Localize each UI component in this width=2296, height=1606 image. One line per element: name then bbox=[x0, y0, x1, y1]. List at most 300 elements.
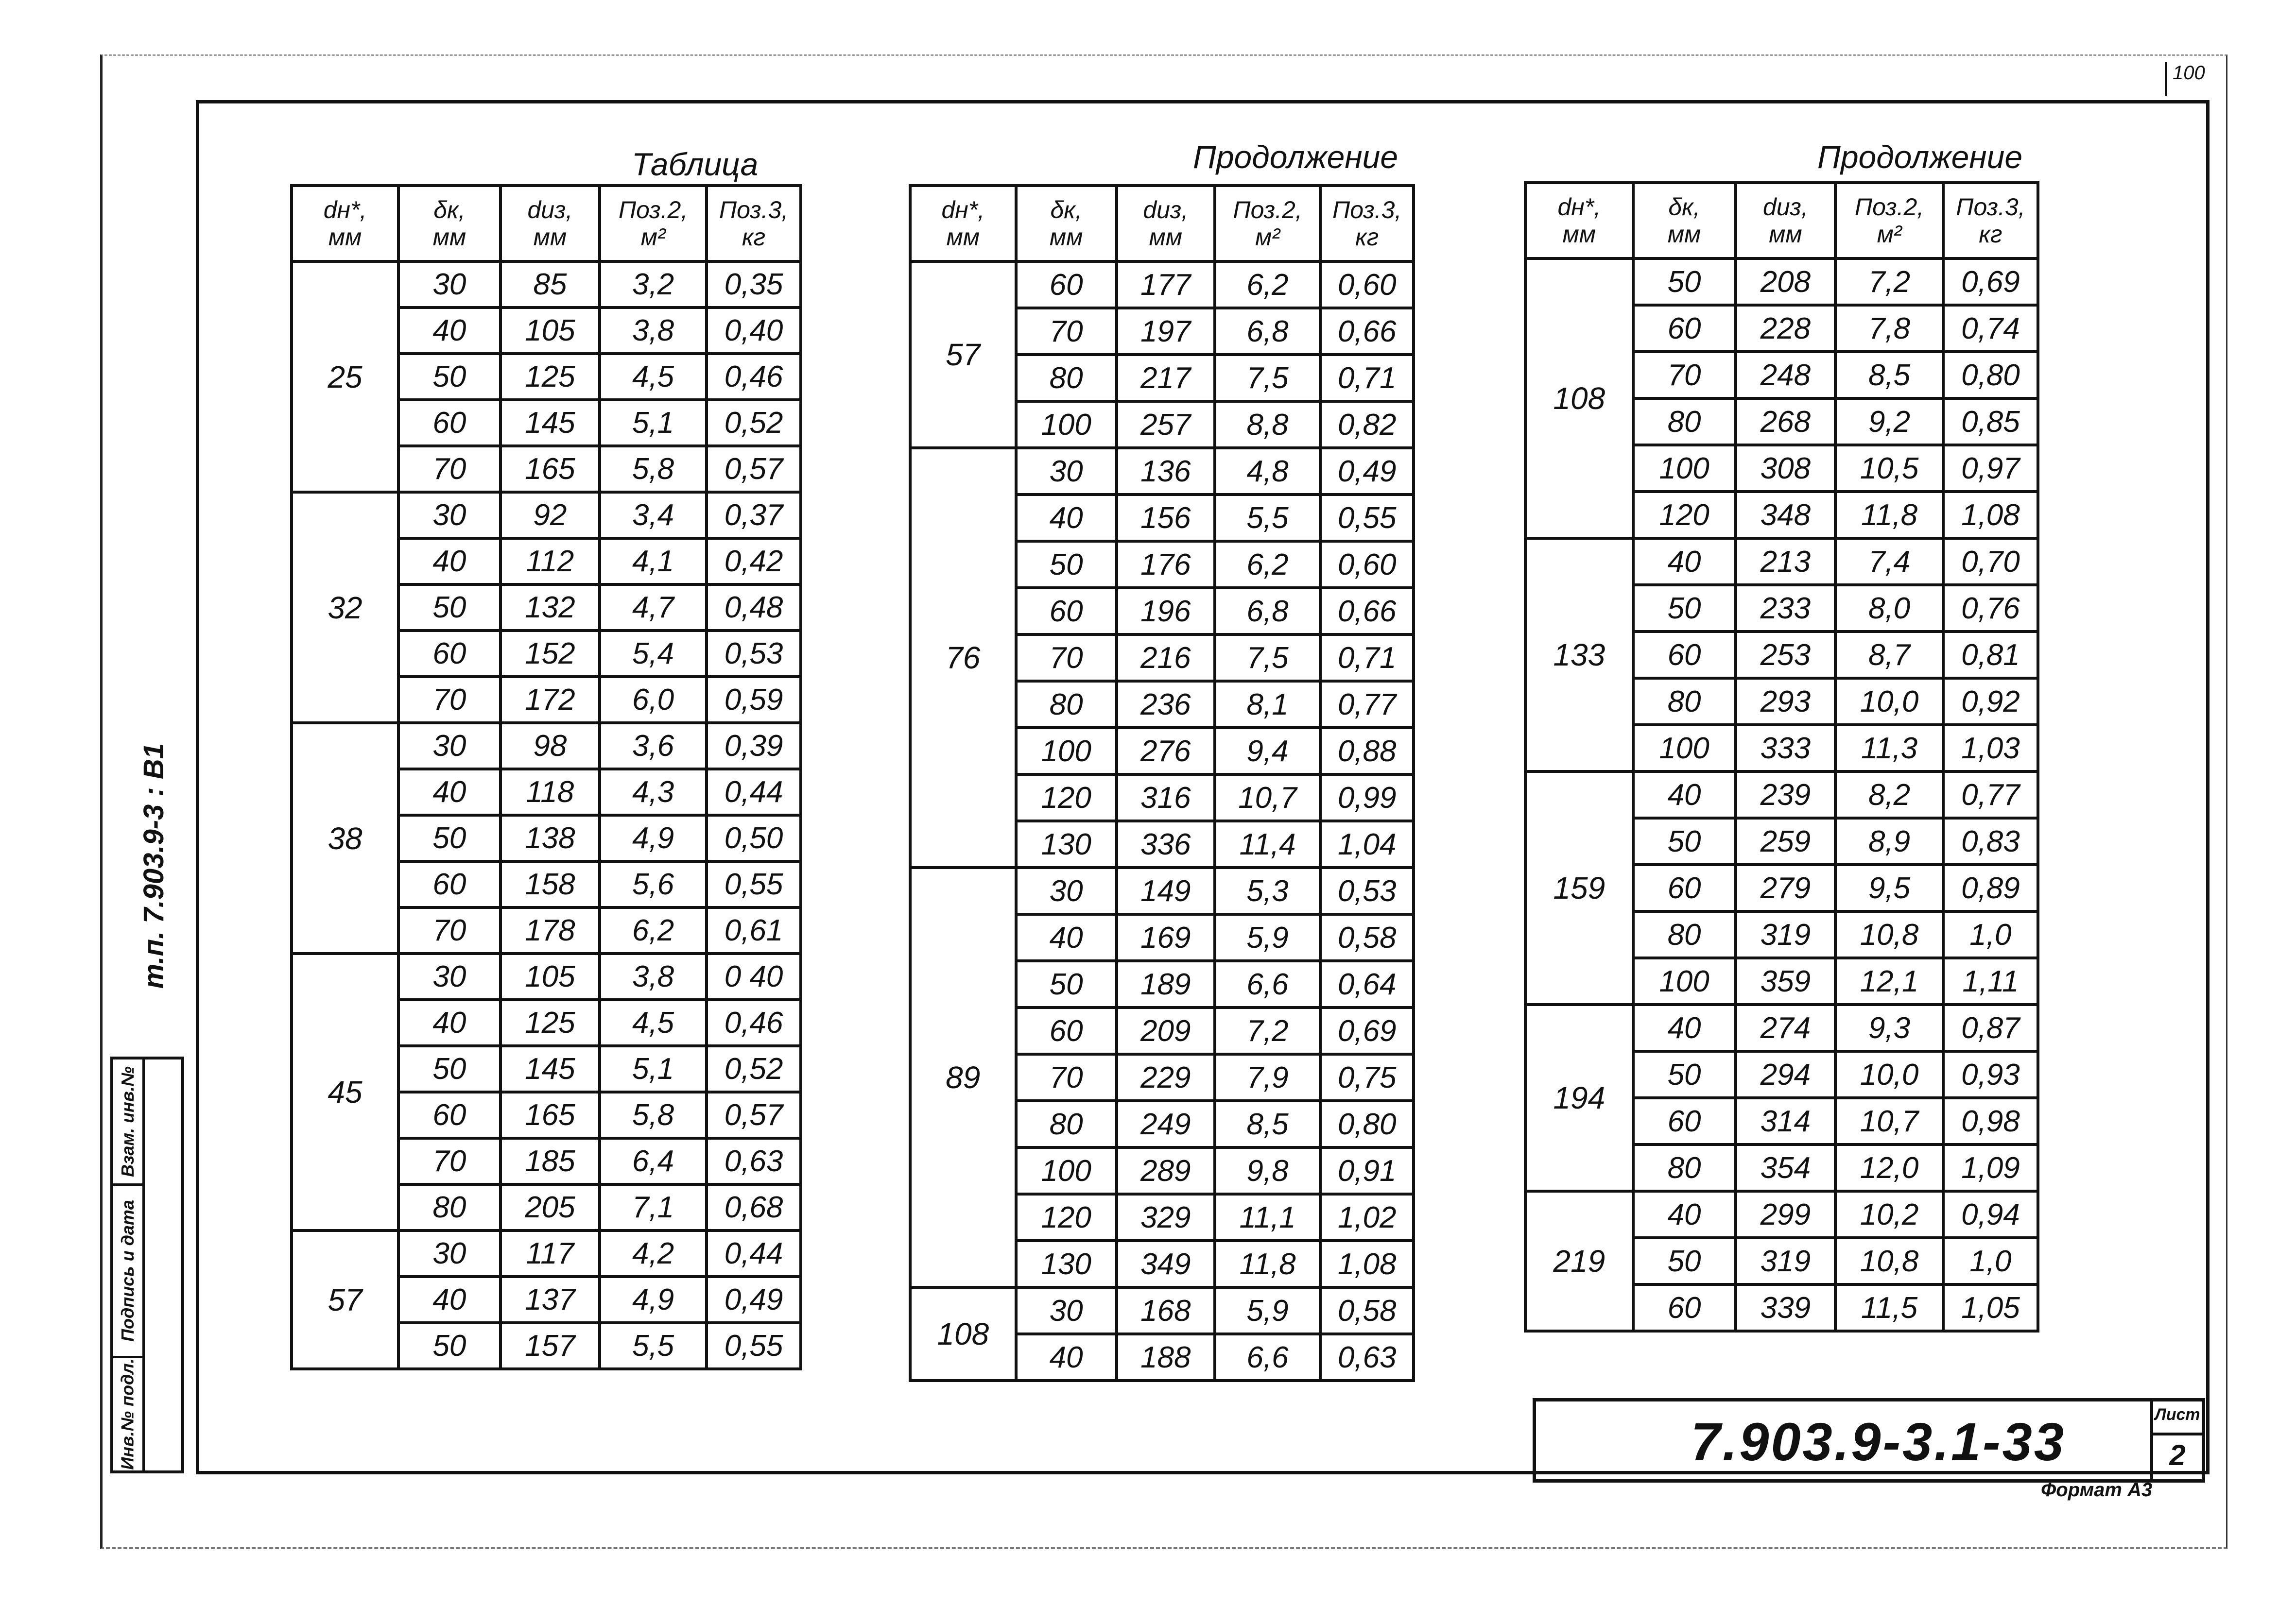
pos3-mass-cell: 0,46 bbox=[707, 354, 801, 400]
pos2-area-cell: 11,1 bbox=[1215, 1194, 1321, 1241]
insulation-diameter-cell: 257 bbox=[1117, 401, 1215, 448]
pos3-mass-cell: 1,0 bbox=[1943, 911, 2038, 958]
wall-thickness-cell: 50 bbox=[398, 815, 501, 861]
continuation-caption: Продолжение bbox=[1817, 139, 2023, 175]
column-header-line: мм bbox=[533, 223, 567, 251]
pos3-mass-cell: 0,87 bbox=[1943, 1005, 2038, 1051]
pos2-area-cell: 7,5 bbox=[1215, 634, 1321, 681]
wall-thickness-cell: 70 bbox=[398, 1138, 501, 1184]
pos3-mass-cell: 0,49 bbox=[707, 1277, 801, 1323]
pos2-area-cell: 5,1 bbox=[600, 1046, 707, 1092]
insulation-diameter-cell: 172 bbox=[501, 677, 600, 723]
pos2-area-cell: 11,4 bbox=[1215, 821, 1321, 868]
insulation-diameter-cell: 339 bbox=[1736, 1284, 1836, 1331]
pos3-mass-cell: 0,68 bbox=[707, 1184, 801, 1230]
wall-thickness-cell: 70 bbox=[398, 446, 501, 492]
table-row bbox=[910, 448, 1414, 495]
pos2-area-cell: 12,0 bbox=[1835, 1145, 1943, 1191]
pos3-mass-cell: 0,42 bbox=[707, 538, 801, 584]
data-table-1 bbox=[290, 184, 802, 1370]
wall-thickness-cell: 130 bbox=[1016, 1241, 1117, 1287]
pos3-mass-cell: 0,76 bbox=[1943, 585, 2038, 632]
insulation-diameter-cell: 336 bbox=[1117, 821, 1215, 868]
paper-format: Формат А3 bbox=[2041, 1479, 2153, 1501]
wall-thickness-cell: 50 bbox=[398, 584, 501, 631]
pos3-mass-cell: 0,71 bbox=[1320, 634, 1414, 681]
column-header-sk bbox=[1633, 183, 1736, 258]
insulation-diameter-cell: 117 bbox=[501, 1230, 600, 1277]
wall-thickness-cell: 50 bbox=[398, 1046, 501, 1092]
pos3-mass-cell: 1,0 bbox=[1943, 1238, 2038, 1284]
insulation-diameter-cell: 213 bbox=[1736, 538, 1836, 585]
column-header-line: мм bbox=[1149, 223, 1183, 251]
pos3-mass-cell: 0,57 bbox=[707, 1092, 801, 1138]
insulation-diameter-cell: 236 bbox=[1117, 681, 1215, 728]
pos3-mass-cell: 1,08 bbox=[1320, 1241, 1414, 1287]
table-row bbox=[292, 261, 801, 308]
wall-thickness-cell: 70 bbox=[398, 907, 501, 954]
wall-thickness-cell: 80 bbox=[1633, 398, 1736, 445]
pos3-mass-cell: 0,69 bbox=[1943, 258, 2038, 305]
pos3-mass-cell: 0,63 bbox=[707, 1138, 801, 1184]
pos2-area-cell: 8,7 bbox=[1835, 632, 1943, 678]
column-header-line: dиз, bbox=[527, 196, 573, 223]
pos2-area-cell: 11,3 bbox=[1835, 725, 1943, 771]
column-header-line: мм bbox=[1049, 223, 1083, 251]
wall-thickness-cell: 40 bbox=[1633, 1191, 1736, 1238]
pos3-mass-cell: 0,85 bbox=[1943, 398, 2038, 445]
wall-thickness-cell: 50 bbox=[1633, 585, 1736, 632]
column-header-line: Поз.3, bbox=[1956, 193, 2025, 221]
insulation-diameter-cell: 348 bbox=[1736, 492, 1836, 538]
pos2-area-cell: 7,9 bbox=[1215, 1054, 1321, 1101]
pos2-area-cell: 10,7 bbox=[1215, 774, 1321, 821]
wall-thickness-cell: 50 bbox=[1633, 258, 1736, 305]
pos2-area-cell: 11,8 bbox=[1835, 492, 1943, 538]
wall-thickness-cell: 40 bbox=[398, 1277, 501, 1323]
header-row bbox=[1525, 183, 2038, 258]
insulation-diameter-cell: 92 bbox=[501, 492, 600, 538]
insulation-diameter-cell: 197 bbox=[1117, 308, 1215, 355]
pos3-mass-cell: 1,09 bbox=[1943, 1145, 2038, 1191]
table-row bbox=[910, 261, 1414, 308]
outer-diameter-cell: 57 bbox=[910, 261, 1016, 448]
insulation-diameter-cell: 156 bbox=[1117, 495, 1215, 541]
wall-thickness-cell: 30 bbox=[1016, 1287, 1117, 1334]
data-table-3 bbox=[1524, 181, 2039, 1333]
column-header-diz bbox=[501, 186, 600, 261]
table-caption: Таблица bbox=[632, 146, 759, 182]
insulation-diameter-cell: 329 bbox=[1117, 1194, 1215, 1241]
pos3-mass-cell: 0,66 bbox=[1320, 588, 1414, 634]
insulation-diameter-cell: 276 bbox=[1117, 728, 1215, 774]
insulation-diameter-cell: 293 bbox=[1736, 678, 1836, 725]
insulation-diameter-cell: 169 bbox=[1117, 914, 1215, 961]
pos2-area-cell: 8,0 bbox=[1835, 585, 1943, 632]
insulation-diameter-cell: 118 bbox=[501, 769, 600, 815]
outer-diameter-cell: 133 bbox=[1525, 538, 1633, 771]
insulation-diameter-cell: 274 bbox=[1736, 1005, 1836, 1051]
pos2-area-cell: 4,8 bbox=[1215, 448, 1321, 495]
pos3-mass-cell: 0,58 bbox=[1320, 1287, 1414, 1334]
wall-thickness-cell: 60 bbox=[1016, 261, 1117, 308]
pos2-area-cell: 6,0 bbox=[600, 677, 707, 723]
column-header-poz3 bbox=[707, 186, 801, 261]
stamp-inv-original: Инв.№ подл. bbox=[118, 1358, 138, 1470]
wall-thickness-cell: 60 bbox=[1633, 1284, 1736, 1331]
insulation-diameter-cell: 152 bbox=[501, 631, 600, 677]
wall-thickness-cell: 30 bbox=[1016, 448, 1117, 495]
column-header-line: Поз.3, bbox=[1332, 196, 1402, 223]
outer-diameter-cell: 108 bbox=[1525, 258, 1633, 538]
insulation-diameter-cell: 168 bbox=[1117, 1287, 1215, 1334]
insulation-diameter-cell: 217 bbox=[1117, 355, 1215, 401]
document-code: 7.903.9-3.1-33 bbox=[1691, 1412, 2066, 1472]
column-header-line: кг bbox=[1355, 223, 1379, 251]
pos3-mass-cell: 0,75 bbox=[1320, 1054, 1414, 1101]
wall-thickness-cell: 40 bbox=[1016, 914, 1117, 961]
outer-diameter-cell: 32 bbox=[292, 492, 398, 723]
pos3-mass-cell: 0,49 bbox=[1320, 448, 1414, 495]
wall-thickness-cell: 100 bbox=[1016, 728, 1117, 774]
wall-thickness-cell: 80 bbox=[1633, 911, 1736, 958]
wall-thickness-cell: 60 bbox=[398, 631, 501, 677]
pos3-mass-cell: 0,88 bbox=[1320, 728, 1414, 774]
insulation-diameter-cell: 319 bbox=[1736, 911, 1836, 958]
wall-thickness-cell: 70 bbox=[398, 677, 501, 723]
pos3-mass-cell: 1,05 bbox=[1943, 1284, 2038, 1331]
pos2-area-cell: 4,9 bbox=[600, 1277, 707, 1323]
column-header-line: мм bbox=[946, 223, 980, 251]
pos2-area-cell: 9,3 bbox=[1835, 1005, 1943, 1051]
insulation-diameter-cell: 125 bbox=[501, 354, 600, 400]
pos2-area-cell: 10,7 bbox=[1835, 1098, 1943, 1145]
column-header-line: Поз.2, bbox=[618, 196, 688, 223]
insulation-diameter-cell: 196 bbox=[1117, 588, 1215, 634]
wall-thickness-cell: 70 bbox=[1016, 1054, 1117, 1101]
table-row bbox=[910, 1287, 1414, 1334]
pos2-area-cell: 4,2 bbox=[600, 1230, 707, 1277]
pos2-area-cell: 10,0 bbox=[1835, 678, 1943, 725]
pos2-area-cell: 4,5 bbox=[600, 354, 707, 400]
sheet-label: Лист bbox=[2153, 1405, 2202, 1435]
pos3-mass-cell: 0,59 bbox=[707, 677, 801, 723]
column-header-line: δк, bbox=[433, 196, 466, 223]
column-header-line: dн*, bbox=[941, 196, 985, 223]
insulation-diameter-cell: 132 bbox=[501, 584, 600, 631]
wall-thickness-cell: 120 bbox=[1016, 774, 1117, 821]
wall-thickness-cell: 30 bbox=[398, 492, 501, 538]
table-row bbox=[1525, 1005, 2038, 1051]
pos2-area-cell: 3,8 bbox=[600, 308, 707, 354]
insulation-diameter-cell: 185 bbox=[501, 1138, 600, 1184]
wall-thickness-cell: 30 bbox=[398, 954, 501, 1000]
wall-thickness-cell: 40 bbox=[398, 1000, 501, 1046]
wall-thickness-cell: 100 bbox=[1016, 401, 1117, 448]
wall-thickness-cell: 100 bbox=[1016, 1147, 1117, 1194]
pos3-mass-cell: 0,63 bbox=[1320, 1334, 1414, 1381]
insulation-diameter-cell: 233 bbox=[1736, 585, 1836, 632]
pos3-mass-cell: 0,58 bbox=[1320, 914, 1414, 961]
pos2-area-cell: 8,9 bbox=[1835, 818, 1943, 865]
pos2-area-cell: 6,2 bbox=[1215, 261, 1321, 308]
pos2-area-cell: 5,1 bbox=[600, 400, 707, 446]
insulation-diameter-cell: 205 bbox=[501, 1184, 600, 1230]
wall-thickness-cell: 60 bbox=[1633, 305, 1736, 352]
column-header-dn bbox=[292, 186, 398, 261]
pos3-mass-cell: 0,60 bbox=[1320, 541, 1414, 588]
pos2-area-cell: 10,2 bbox=[1835, 1191, 1943, 1238]
column-header-poz2 bbox=[600, 186, 707, 261]
data-table-2 bbox=[909, 184, 1415, 1382]
wall-thickness-cell: 80 bbox=[1633, 678, 1736, 725]
pos2-area-cell: 10,8 bbox=[1835, 911, 1943, 958]
pos2-area-cell: 4,3 bbox=[600, 769, 707, 815]
column-header-poz2 bbox=[1215, 186, 1321, 261]
column-header-line: м² bbox=[1877, 221, 1902, 248]
insulation-diameter-cell: 137 bbox=[501, 1277, 600, 1323]
side-code: т.п. 7.903.9-3 : В1 bbox=[138, 743, 170, 989]
column-header-line: dиз, bbox=[1143, 196, 1189, 223]
column-header-line: мм bbox=[1562, 221, 1596, 248]
sheet-number: 2 bbox=[2169, 1439, 2186, 1471]
pos2-area-cell: 4,7 bbox=[600, 584, 707, 631]
pos2-area-cell: 8,5 bbox=[1835, 352, 1943, 398]
pos2-area-cell: 10,8 bbox=[1835, 1238, 1943, 1284]
pos2-area-cell: 5,8 bbox=[600, 1092, 707, 1138]
pos3-mass-cell: 0,80 bbox=[1320, 1101, 1414, 1147]
pos2-area-cell: 7,5 bbox=[1215, 355, 1321, 401]
column-header-line: м² bbox=[1255, 223, 1280, 251]
wall-thickness-cell: 60 bbox=[398, 400, 501, 446]
pos2-area-cell: 7,2 bbox=[1835, 258, 1943, 305]
stamp-replacement-inv: Взам. инв.№ bbox=[118, 1066, 138, 1177]
pos2-area-cell: 5,4 bbox=[600, 631, 707, 677]
insulation-diameter-cell: 138 bbox=[501, 815, 600, 861]
outer-diameter-cell: 25 bbox=[292, 261, 398, 492]
outer-diameter-cell: 45 bbox=[292, 954, 398, 1230]
pos2-area-cell: 8,8 bbox=[1215, 401, 1321, 448]
pos2-area-cell: 5,3 bbox=[1215, 868, 1321, 914]
pos2-area-cell: 8,1 bbox=[1215, 681, 1321, 728]
pos2-area-cell: 9,2 bbox=[1835, 398, 1943, 445]
pos3-mass-cell: 0,40 bbox=[707, 308, 801, 354]
insulation-diameter-cell: 316 bbox=[1117, 774, 1215, 821]
wall-thickness-cell: 80 bbox=[398, 1184, 501, 1230]
column-header-line: δк, bbox=[1050, 196, 1082, 223]
wall-thickness-cell: 50 bbox=[1016, 541, 1117, 588]
table-row bbox=[910, 868, 1414, 914]
wall-thickness-cell: 80 bbox=[1016, 355, 1117, 401]
pos2-area-cell: 9,5 bbox=[1835, 865, 1943, 911]
table-row bbox=[1525, 1191, 2038, 1238]
column-header-sk bbox=[398, 186, 501, 261]
insulation-diameter-cell: 158 bbox=[501, 861, 600, 907]
insulation-diameter-cell: 248 bbox=[1736, 352, 1836, 398]
pos3-mass-cell: 0,61 bbox=[707, 907, 801, 954]
pos3-mass-cell: 0,77 bbox=[1320, 681, 1414, 728]
insulation-diameter-cell: 125 bbox=[501, 1000, 600, 1046]
header-row bbox=[292, 186, 801, 261]
pos3-mass-cell: 1,11 bbox=[1943, 958, 2038, 1005]
pos3-mass-cell: 0,83 bbox=[1943, 818, 2038, 865]
pos2-area-cell: 11,5 bbox=[1835, 1284, 1943, 1331]
pos3-mass-cell: 0,57 bbox=[707, 446, 801, 492]
wall-thickness-cell: 40 bbox=[398, 308, 501, 354]
insulation-diameter-cell: 105 bbox=[501, 308, 600, 354]
pos2-area-cell: 6,6 bbox=[1215, 961, 1321, 1008]
pos3-mass-cell: 0,64 bbox=[1320, 961, 1414, 1008]
pos3-mass-cell: 1,08 bbox=[1943, 492, 2038, 538]
outer-diameter-cell: 38 bbox=[292, 723, 398, 954]
pos3-mass-cell: 0,46 bbox=[707, 1000, 801, 1046]
pos2-area-cell: 3,8 bbox=[600, 954, 707, 1000]
pos3-mass-cell: 0,53 bbox=[1320, 868, 1414, 914]
outer-diameter-cell: 194 bbox=[1525, 1005, 1633, 1191]
insulation-diameter-cell: 299 bbox=[1736, 1191, 1836, 1238]
pos3-mass-cell: 0,89 bbox=[1943, 865, 2038, 911]
column-header-line: Поз.2, bbox=[1233, 196, 1302, 223]
insulation-diameter-cell: 209 bbox=[1117, 1008, 1215, 1054]
pos2-area-cell: 6,2 bbox=[600, 907, 707, 954]
wall-thickness-cell: 130 bbox=[1016, 821, 1117, 868]
insulation-diameter-cell: 308 bbox=[1736, 445, 1836, 492]
column-header-line: dиз, bbox=[1763, 193, 1808, 221]
wall-thickness-cell: 40 bbox=[398, 769, 501, 815]
column-header-line: dн*, bbox=[1557, 193, 1601, 221]
pos2-area-cell: 8,2 bbox=[1835, 771, 1943, 818]
table-row bbox=[292, 723, 801, 769]
wall-thickness-cell: 80 bbox=[1016, 1101, 1117, 1147]
pos3-mass-cell: 0,93 bbox=[1943, 1051, 2038, 1098]
column-header-poz3 bbox=[1943, 183, 2038, 258]
outer-diameter-cell: 108 bbox=[910, 1287, 1016, 1381]
wall-thickness-cell: 60 bbox=[1633, 1098, 1736, 1145]
pos2-area-cell: 6,4 bbox=[600, 1138, 707, 1184]
column-header-line: мм bbox=[328, 223, 362, 251]
pos2-area-cell: 7,4 bbox=[1835, 538, 1943, 585]
table-row bbox=[292, 954, 801, 1000]
pos2-area-cell: 4,9 bbox=[600, 815, 707, 861]
wall-thickness-cell: 120 bbox=[1633, 492, 1736, 538]
insulation-diameter-cell: 188 bbox=[1117, 1334, 1215, 1381]
pos3-mass-cell: 0,81 bbox=[1943, 632, 2038, 678]
pos2-area-cell: 5,5 bbox=[1215, 495, 1321, 541]
wall-thickness-cell: 40 bbox=[398, 538, 501, 584]
insulation-diameter-cell: 145 bbox=[501, 1046, 600, 1092]
pos3-mass-cell: 0,55 bbox=[1320, 495, 1414, 541]
pos3-mass-cell: 0,44 bbox=[707, 1230, 801, 1277]
pos3-mass-cell: 1,04 bbox=[1320, 821, 1414, 868]
wall-thickness-cell: 60 bbox=[1016, 1008, 1117, 1054]
insulation-diameter-cell: 165 bbox=[501, 446, 600, 492]
pos3-mass-cell: 0,97 bbox=[1943, 445, 2038, 492]
wall-thickness-cell: 80 bbox=[1016, 681, 1117, 728]
wall-thickness-cell: 50 bbox=[398, 1323, 501, 1369]
pos2-area-cell: 5,9 bbox=[1215, 1287, 1321, 1334]
pos3-mass-cell: 0,99 bbox=[1320, 774, 1414, 821]
insulation-diameter-cell: 105 bbox=[501, 954, 600, 1000]
insulation-diameter-cell: 136 bbox=[1117, 448, 1215, 495]
pos3-mass-cell: 0 40 bbox=[707, 954, 801, 1000]
pos2-area-cell: 5,5 bbox=[600, 1323, 707, 1369]
wall-thickness-cell: 70 bbox=[1633, 352, 1736, 398]
outer-diameter-cell: 219 bbox=[1525, 1191, 1633, 1331]
continuation-caption: Продолжение bbox=[1193, 139, 1398, 175]
wall-thickness-cell: 50 bbox=[1633, 1238, 1736, 1284]
insulation-diameter-cell: 259 bbox=[1736, 818, 1836, 865]
column-header-line: м² bbox=[640, 223, 666, 251]
insulation-diameter-cell: 319 bbox=[1736, 1238, 1836, 1284]
pos2-area-cell: 9,4 bbox=[1215, 728, 1321, 774]
insulation-diameter-cell: 239 bbox=[1736, 771, 1836, 818]
pos3-mass-cell: 1,02 bbox=[1320, 1194, 1414, 1241]
pos3-mass-cell: 0,91 bbox=[1320, 1147, 1414, 1194]
pos3-mass-cell: 0,35 bbox=[707, 261, 801, 308]
wall-thickness-cell: 50 bbox=[398, 354, 501, 400]
wall-thickness-cell: 60 bbox=[398, 861, 501, 907]
wall-thickness-cell: 100 bbox=[1633, 725, 1736, 771]
pos3-mass-cell: 0,74 bbox=[1943, 305, 2038, 352]
pos2-area-cell: 3,2 bbox=[600, 261, 707, 308]
pos2-area-cell: 10,0 bbox=[1835, 1051, 1943, 1098]
pos3-mass-cell: 0,92 bbox=[1943, 678, 2038, 725]
pos3-mass-cell: 0,94 bbox=[1943, 1191, 2038, 1238]
pos3-mass-cell: 0,55 bbox=[707, 1323, 801, 1369]
pos2-area-cell: 7,2 bbox=[1215, 1008, 1321, 1054]
pos3-mass-cell: 0,69 bbox=[1320, 1008, 1414, 1054]
sheet-cell bbox=[2150, 1401, 2202, 1479]
pos3-mass-cell: 0,60 bbox=[1320, 261, 1414, 308]
insulation-diameter-cell: 98 bbox=[501, 723, 600, 769]
insulation-diameter-cell: 145 bbox=[501, 400, 600, 446]
pos3-mass-cell: 0,39 bbox=[707, 723, 801, 769]
column-header-line: мм bbox=[1667, 221, 1701, 248]
wall-thickness-cell: 50 bbox=[1633, 1051, 1736, 1098]
wall-thickness-cell: 100 bbox=[1633, 445, 1736, 492]
wall-thickness-cell: 80 bbox=[1633, 1145, 1736, 1191]
column-header-line: Поз.3, bbox=[719, 196, 789, 223]
column-header-line: мм bbox=[432, 223, 466, 251]
outer-diameter-cell: 89 bbox=[910, 868, 1016, 1287]
column-header-line: dн*, bbox=[323, 196, 367, 223]
outer-diameter-cell: 57 bbox=[292, 1230, 398, 1369]
pos2-area-cell: 10,5 bbox=[1835, 445, 1943, 492]
wall-thickness-cell: 40 bbox=[1633, 771, 1736, 818]
wall-thickness-cell: 50 bbox=[1016, 961, 1117, 1008]
pos3-mass-cell: 0,71 bbox=[1320, 355, 1414, 401]
column-header-dn bbox=[1525, 183, 1633, 258]
pos3-mass-cell: 0,53 bbox=[707, 631, 801, 677]
pos2-area-cell: 8,5 bbox=[1215, 1101, 1321, 1147]
pos3-mass-cell: 0,52 bbox=[707, 1046, 801, 1092]
pos3-mass-cell: 0,52 bbox=[707, 400, 801, 446]
insulation-diameter-cell: 208 bbox=[1736, 258, 1836, 305]
wall-thickness-cell: 120 bbox=[1016, 1194, 1117, 1241]
column-header-poz3 bbox=[1320, 186, 1414, 261]
pos2-area-cell: 4,5 bbox=[600, 1000, 707, 1046]
wall-thickness-cell: 30 bbox=[1016, 868, 1117, 914]
outer-diameter-cell: 76 bbox=[910, 448, 1016, 868]
insulation-diameter-cell: 359 bbox=[1736, 958, 1836, 1005]
pos3-mass-cell: 0,44 bbox=[707, 769, 801, 815]
wall-thickness-cell: 40 bbox=[1016, 1334, 1117, 1381]
insulation-diameter-cell: 165 bbox=[501, 1092, 600, 1138]
wall-thickness-cell: 30 bbox=[398, 261, 501, 308]
pos3-mass-cell: 0,55 bbox=[707, 861, 801, 907]
insulation-diameter-cell: 349 bbox=[1117, 1241, 1215, 1287]
pos2-area-cell: 4,1 bbox=[600, 538, 707, 584]
